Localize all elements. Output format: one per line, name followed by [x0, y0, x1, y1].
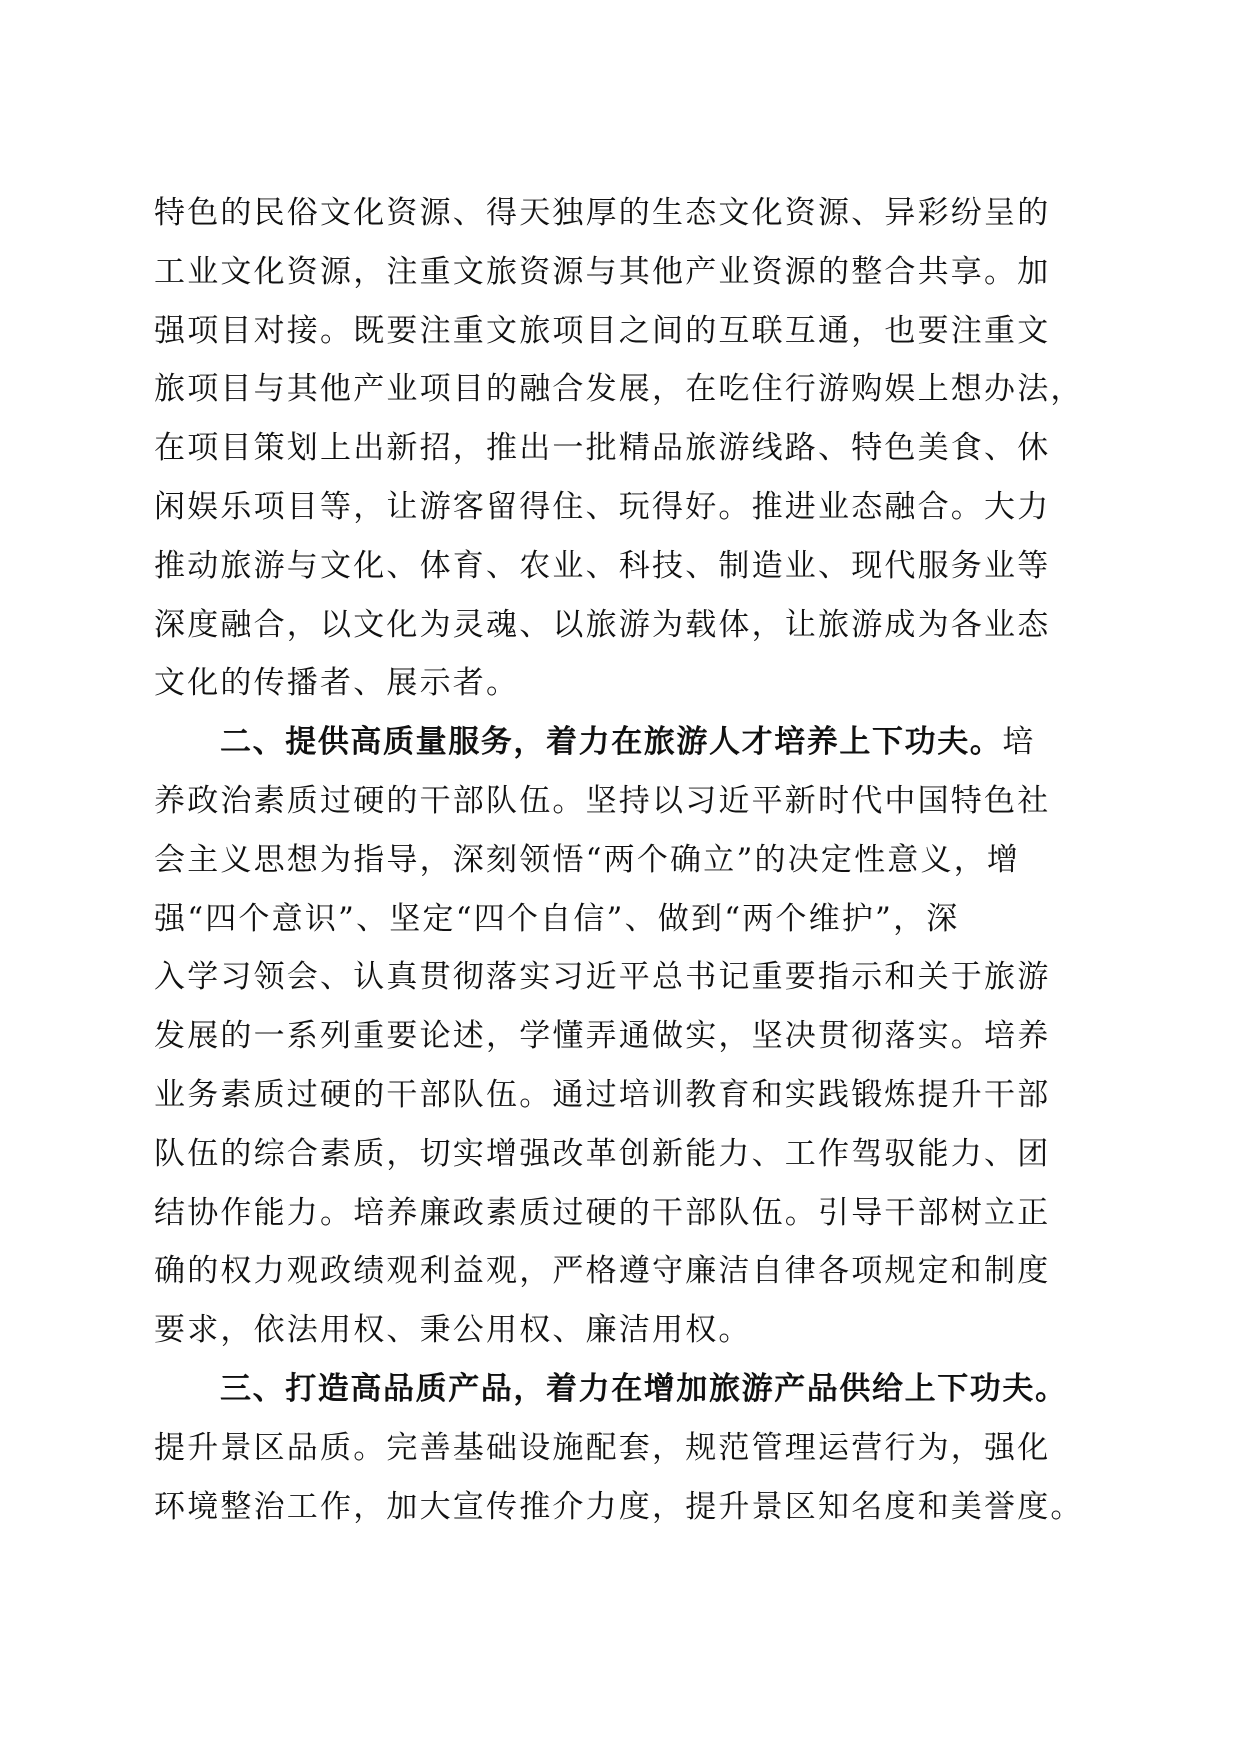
line-text: 文化的传播者、展示者。 — [154, 665, 520, 702]
section-heading-2: 二、提供高质量服务，着力在旅游人才培养上下功夫。 — [220, 724, 1003, 761]
line-text: 工业文化资源，注重文旅资源与其他产业资源的整合共享。加 — [154, 253, 1051, 290]
line-text: 培 — [1002, 724, 1036, 761]
text-line — [154, 184, 1084, 243]
text-line — [154, 419, 1084, 478]
body-text — [154, 184, 1084, 1536]
section-heading-line — [154, 1360, 1084, 1419]
text-line — [154, 654, 1084, 713]
text-line — [154, 1478, 1084, 1537]
text-line — [154, 831, 1084, 890]
line-text: 提升景区品质。完善基础设施配套，规范管理运营行为，强化 — [154, 1429, 1051, 1466]
text-line — [154, 1066, 1084, 1125]
text-line — [154, 948, 1084, 1007]
line-text: 确的权力观政绩观利益观，严格遵守廉洁自律各项规定和制度 — [154, 1253, 1051, 1290]
text-line — [154, 243, 1084, 302]
line-text: 养政治素质过硬的干部队伍。坚持以习近平新时代中国特色社 — [154, 782, 1051, 819]
text-line — [154, 302, 1084, 361]
section-heading-3: 三、打造高品质产品，着力在增加旅游产品供给上下功夫。 — [220, 1370, 1068, 1407]
line-text: 会主义思想为指导，深刻领悟“两个确立”的决定性意义，增 — [154, 841, 1021, 878]
line-text: 要求，依法用权、秉公用权、廉洁用权。 — [154, 1312, 752, 1349]
line-text: 业务素质过硬的干部队伍。通过培训教育和实践锻炼提升干部 — [154, 1076, 1051, 1113]
text-line — [154, 537, 1084, 596]
text-line — [154, 1419, 1084, 1478]
line-text: 队伍的综合素质，切实增强改革创新能力、工作驾驭能力、团 — [154, 1135, 1051, 1172]
text-line — [154, 1125, 1084, 1184]
line-text: 旅项目与其他产业项目的融合发展，在吃住行游购娱上想办法， — [154, 371, 1084, 408]
text-line — [154, 1184, 1084, 1243]
text-line — [154, 1007, 1084, 1066]
line-text: 入学习领会、认真贯彻落实习近平总书记重要指示和关于旅游 — [154, 959, 1051, 996]
text-line — [154, 1301, 1084, 1360]
line-text: 环境整治工作，加大宣传推介力度，提升景区知名度和美誉度。 — [154, 1488, 1084, 1525]
line-text: 深度融合，以文化为灵魂、以旅游为载体，让旅游成为各业态 — [154, 606, 1051, 643]
line-text: 强项目对接。既要注重文旅项目之间的互联互通，也要注重文 — [154, 312, 1051, 349]
text-line — [154, 772, 1084, 831]
line-text: 强“四个意识”、坚定“四个自信”、做到“两个维护”，深 — [154, 900, 960, 937]
line-text: 发展的一系列重要论述，学懂弄通做实，坚决贯彻落实。培养 — [154, 1018, 1051, 1055]
line-text: 闲娱乐项目等，让游客留得住、玩得好。推进业态融合。大力 — [154, 488, 1051, 525]
text-line — [154, 596, 1084, 655]
line-text: 推动旅游与文化、体育、农业、科技、制造业、现代服务业等 — [154, 547, 1051, 584]
text-line — [154, 360, 1084, 419]
text-line — [154, 890, 1084, 949]
text-line — [154, 1242, 1084, 1301]
line-text: 特色的民俗文化资源、得天独厚的生态文化资源、异彩纷呈的 — [154, 195, 1051, 231]
line-text: 结协作能力。培养廉政素质过硬的干部队伍。引导干部树立正 — [154, 1194, 1051, 1231]
text-line — [154, 478, 1084, 537]
section-heading-line — [154, 713, 1084, 772]
line-text: 在项目策划上出新招，推出一批精品旅游线路、特色美食、休 — [154, 430, 1051, 467]
